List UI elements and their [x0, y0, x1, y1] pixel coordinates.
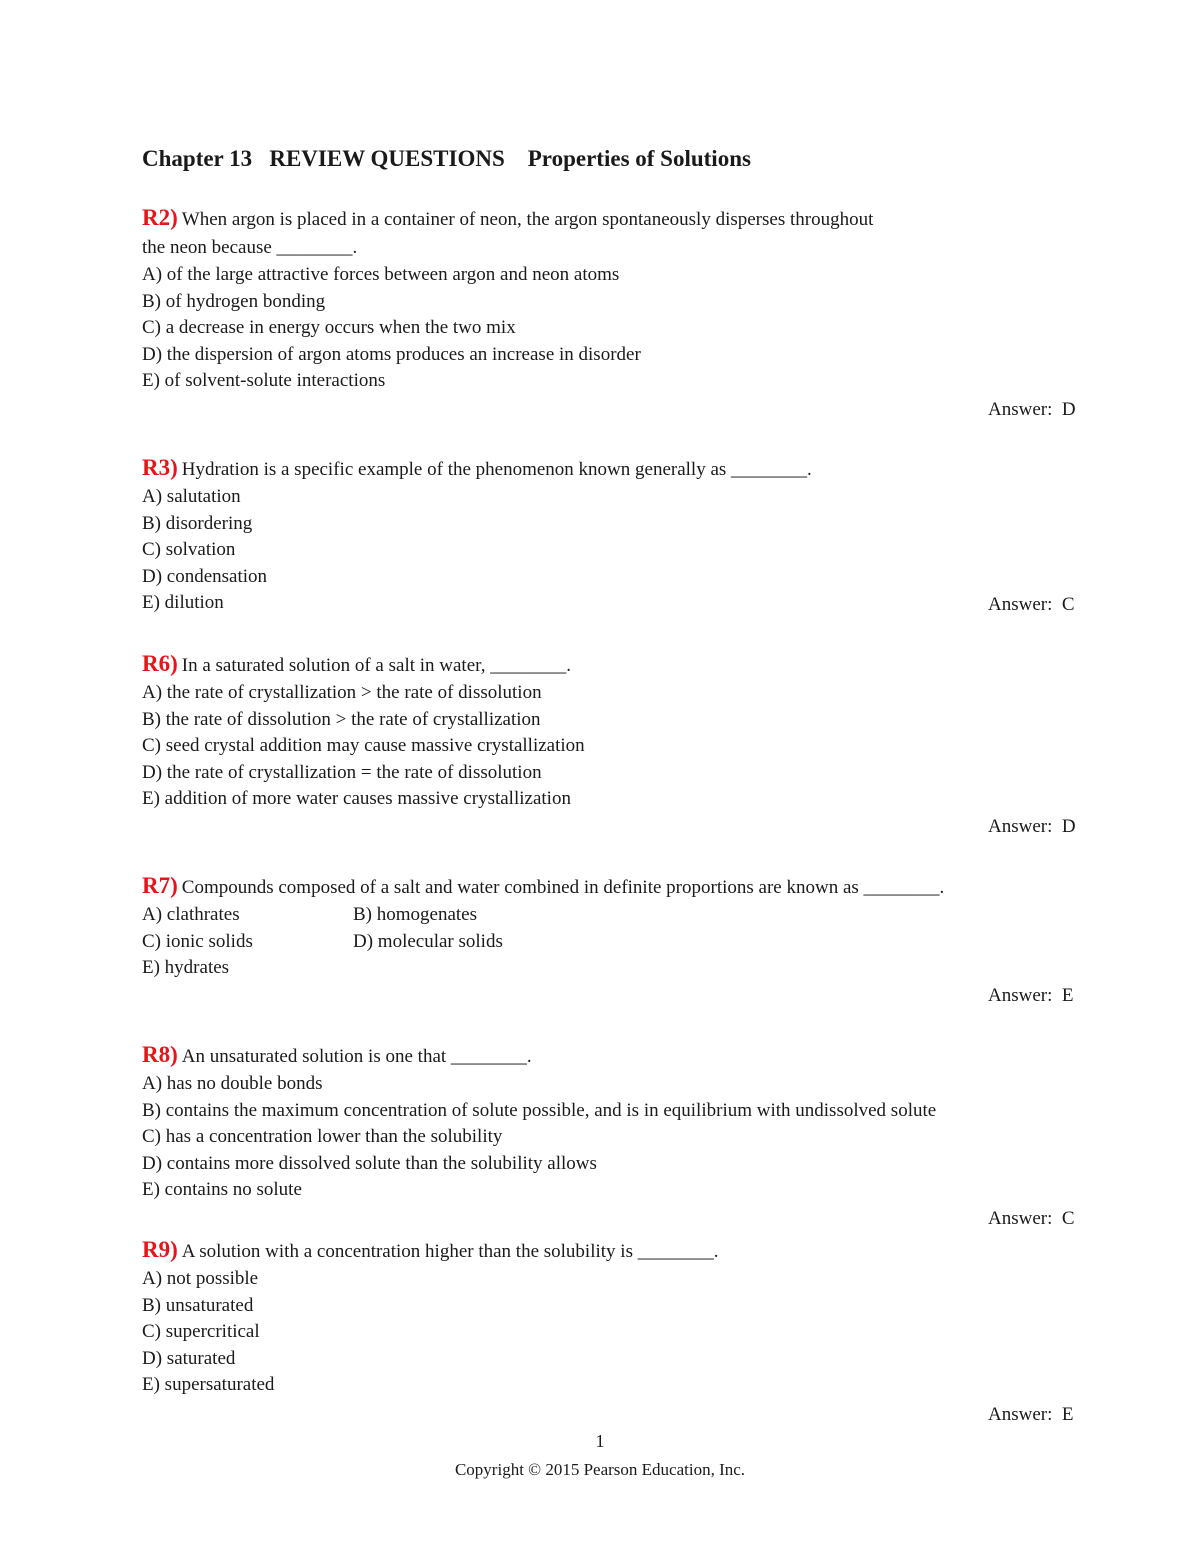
- option-c: C) has a concentration lower than the solubility: [142, 1126, 503, 1147]
- option-b: B) disordering: [142, 512, 253, 534]
- question-stem: R6) In a saturated solution of a salt in water, ________.: [142, 651, 571, 676]
- option-d: D) the dispersion of argon atoms produces an increase in disorder: [142, 343, 641, 365]
- option-e: E) hydrates: [142, 957, 230, 978]
- option-c: C) solvation: [142, 539, 236, 560]
- question-stem: R3) Hydration is a specific example of the phenomenon known generally as ________.: [142, 455, 812, 480]
- question-stem-continued: the neon because ________.: [142, 237, 358, 258]
- answer-r6: Answer: D: [988, 816, 1076, 837]
- copyright-notice: Copyright © 2015 Pearson Education, Inc.: [454, 1460, 746, 1479]
- page-title: Chapter 13 REVIEW QUESTIONS Properties of Solutions: [142, 146, 751, 171]
- answer-r7: Answer: E: [988, 985, 1074, 1006]
- option-a: A) has no double bonds: [142, 1073, 323, 1094]
- question-r9: [142, 1236, 1092, 1399]
- option-e: E) contains no solute: [142, 1179, 302, 1200]
- option-b: B) unsaturated: [142, 1294, 254, 1316]
- option-d: D) contains more dissolved solute than the solubility allows: [142, 1152, 597, 1174]
- question-r2: [142, 204, 1092, 395]
- answer-r2: Answer: D: [988, 399, 1076, 420]
- question-r8: [142, 1041, 1092, 1204]
- question-number: R7): [142, 873, 178, 898]
- option-a: A) of the large attractive forces between argon and neon atoms: [142, 264, 620, 285]
- option-c: C) ionic solids: [142, 930, 253, 952]
- answer-r3: Answer: C: [988, 594, 1075, 615]
- option-b: B) the rate of dissolution > the rate of crystallization: [142, 708, 541, 730]
- option-a: A) salutation: [142, 486, 241, 507]
- question-number: R6): [142, 651, 178, 676]
- question-stem: R9) A solution with a concentration higher than the solubility is ________.: [142, 1237, 719, 1262]
- question-stem: R2) When argon is placed in a container of neon, the argon spontaneously disperses throughout: [142, 205, 874, 230]
- question-stem: R8) An unsaturated solution is one that ________.: [142, 1042, 532, 1067]
- option-c: C) supercritical: [142, 1321, 260, 1342]
- question-number: R2): [142, 205, 178, 230]
- question-number: R3): [142, 455, 178, 480]
- option-c: C) seed crystal addition may cause massive crystallization: [142, 735, 585, 756]
- option-a: A) the rate of crystallization > the rate of dissolution: [142, 682, 542, 703]
- option-e: E) addition of more water causes massive crystallization: [142, 788, 571, 809]
- page-number: 1: [595, 1431, 605, 1451]
- option-d: D) condensation: [142, 565, 268, 587]
- option-d: D) molecular solids: [353, 930, 503, 952]
- question-r6: [142, 650, 1092, 813]
- option-d: D) the rate of crystallization = the rate of dissolution: [142, 761, 542, 783]
- option-b: B) contains the maximum concentration of solute possible, and is in equilibrium with undissolved solute: [142, 1099, 937, 1121]
- question-stem: R7) Compounds composed of a salt and water combined in definite proportions are known as ________.: [142, 873, 945, 898]
- option-b: B) of hydrogen bonding: [142, 290, 326, 312]
- option-e: E) of solvent-solute interactions: [142, 370, 386, 391]
- answer-r8: Answer: C: [988, 1208, 1075, 1229]
- question-number: R8): [142, 1042, 178, 1067]
- question-number: R9): [142, 1237, 178, 1262]
- option-d: D) saturated: [142, 1347, 236, 1369]
- question-r7: [142, 872, 1092, 982]
- option-e: E) supersaturated: [142, 1374, 275, 1395]
- question-r3: [142, 454, 1092, 617]
- option-b: B) homogenates: [353, 904, 478, 925]
- option-a: A) not possible: [142, 1268, 259, 1289]
- option-a: A) clathrates: [142, 904, 240, 925]
- option-e: E) dilution: [142, 592, 224, 613]
- option-c: C) a decrease in energy occurs when the two mix: [142, 317, 516, 338]
- options-two-column: [142, 902, 1092, 955]
- answer-r9: Answer: E: [988, 1404, 1074, 1425]
